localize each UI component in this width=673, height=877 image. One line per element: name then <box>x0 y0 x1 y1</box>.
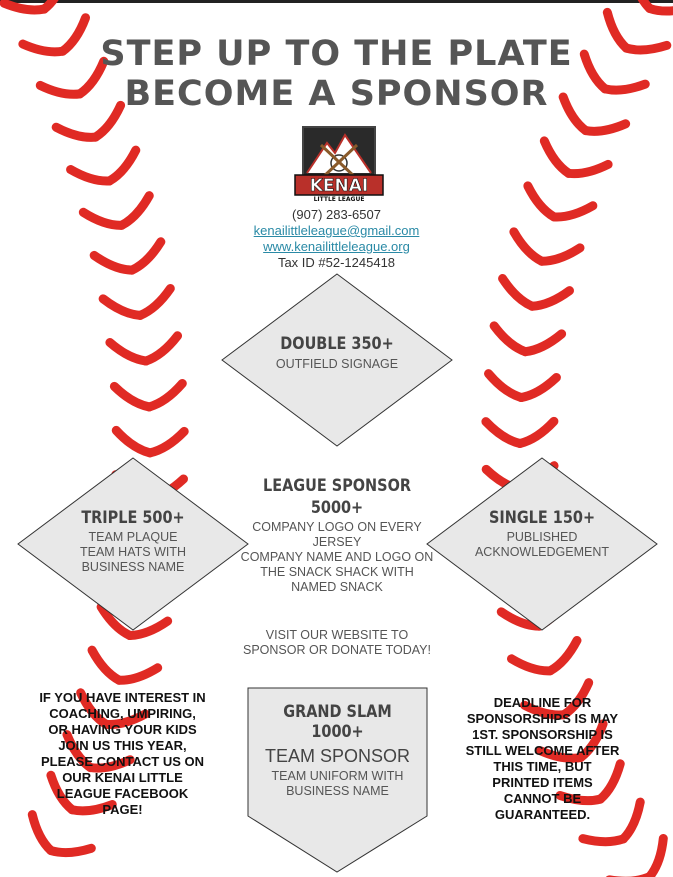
league-line5: NAMED SNACK <box>291 580 383 594</box>
deadline-note-line: GUARANTEED. <box>494 807 591 822</box>
triple-line1: TEAM PLAQUE <box>88 530 178 544</box>
league-line4: THE SNACK SHACK WITH <box>260 565 414 579</box>
deadline-note-line: 1ST. SPONSORSHIP IS <box>472 727 613 742</box>
single-title: SINGLE 150+ <box>488 508 596 528</box>
phone-number: (907) 283-6507 <box>292 207 381 222</box>
league-line1: COMPANY LOGO ON EVERY <box>252 520 422 534</box>
triple-title: TRIPLE 500+ <box>81 508 185 528</box>
triple-line3: BUSINESS NAME <box>81 560 185 574</box>
league-line3: COMPANY NAME AND LOGO ON <box>240 550 434 564</box>
deadline-note-line: DEADLINE FOR <box>493 695 592 710</box>
league-line2: JERSEY <box>312 535 362 549</box>
volunteer-note-line: LEAGUE FACEBOOK <box>56 786 189 801</box>
page-title-line1: STEP UP TO THE PLATE <box>100 34 573 74</box>
logo-name: KENAI <box>309 176 369 196</box>
logo-tagline: LITTLE LEAGUE <box>313 196 365 203</box>
volunteer-note <box>20 690 225 818</box>
volunteer-note-line: OUR KENAI LITTLE <box>62 770 183 785</box>
double-tier <box>232 334 442 372</box>
double-desc: OUTFIELD SIGNAGE <box>275 357 399 371</box>
grand-slam-line1: TEAM UNIFORM WITH <box>271 769 404 783</box>
grand-slam-tier <box>250 702 425 799</box>
league-title: LEAGUE SPONSOR <box>263 476 411 496</box>
triple-line2: TEAM HATS WITH <box>79 545 186 559</box>
volunteer-note-line: PLEASE CONTACT US ON <box>41 754 204 769</box>
volunteer-note-line: PAGE! <box>102 802 143 817</box>
visit-website-callout <box>212 628 462 658</box>
deadline-note-line: PRINTED ITEMS <box>492 775 593 790</box>
grand-slam-subtitle: TEAM SPONSOR <box>264 746 411 766</box>
tax-id: Tax ID #52-1245418 <box>277 255 396 270</box>
single-line2: ACKNOWLEDGEMENT <box>474 545 610 559</box>
visit-line2: SPONSOR OR DONATE TODAY! <box>243 643 431 657</box>
email-link[interactable]: kenailittleleague@gmail.com <box>253 223 420 238</box>
league-tier <box>222 476 452 595</box>
deadline-note-line: SPONSORSHIPS IS MAY <box>466 711 619 726</box>
page-title-line2: BECOME A SPONSOR <box>124 74 549 114</box>
deadline-note <box>445 695 640 823</box>
volunteer-note-line: OR HAVING YOUR KIDS <box>48 722 197 737</box>
website-link[interactable]: www.kenailittleleague.org <box>263 239 410 254</box>
volunteer-note-line: IF YOU HAVE INTEREST IN <box>39 690 206 705</box>
deadline-note-line: THIS TIME, BUT <box>493 759 592 774</box>
league-amount: 5000+ <box>310 498 364 518</box>
single-tier <box>447 508 637 560</box>
grand-slam-title: GRAND SLAM 1000+ <box>283 702 392 742</box>
grand-slam-line2: BUSINESS NAME <box>286 784 389 798</box>
volunteer-note-line: JOIN US THIS YEAR, <box>58 738 187 753</box>
double-title: DOUBLE 350+ <box>280 334 394 354</box>
deadline-note-line: CANNOT BE <box>503 791 582 806</box>
volunteer-note-line: COACHING, UMPIRING, <box>49 706 196 721</box>
triple-tier <box>38 508 228 575</box>
visit-line1: VISIT OUR WEBSITE TO <box>265 628 409 642</box>
single-line1: PUBLISHED <box>506 530 578 544</box>
deadline-note-line: STILL WELCOME AFTER <box>465 743 620 758</box>
